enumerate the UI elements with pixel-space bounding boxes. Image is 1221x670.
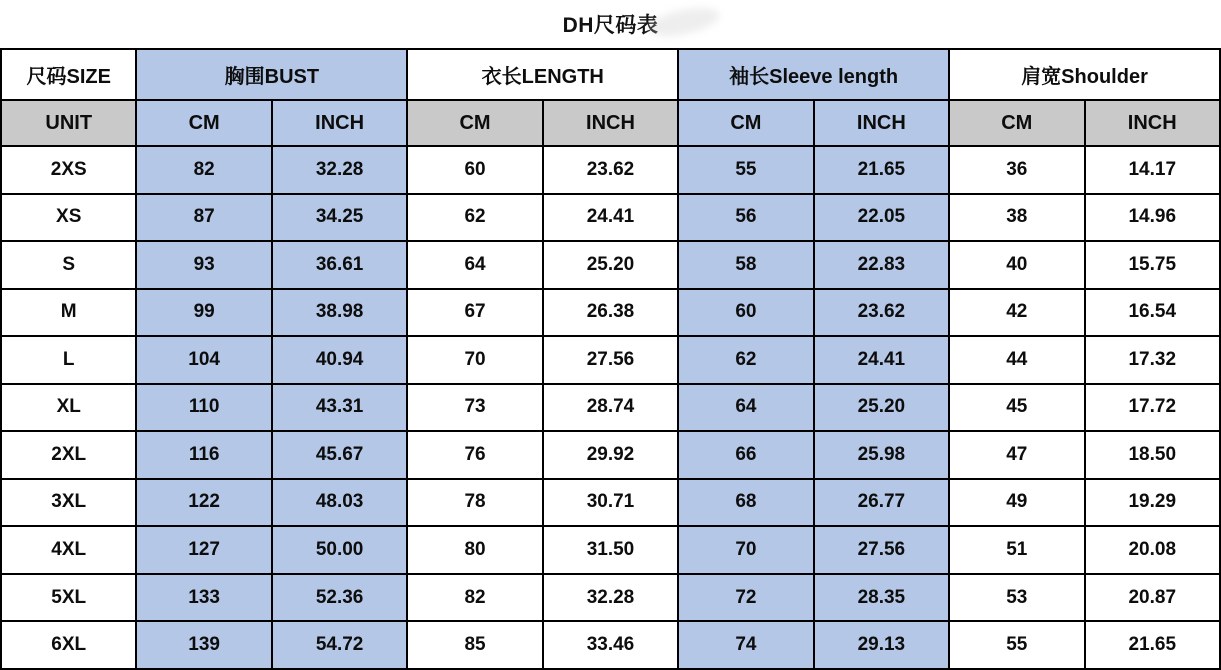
group-header-sleeve: 袖长Sleeve length	[678, 49, 949, 100]
value-cell: 74	[678, 621, 813, 669]
value-cell: 51	[949, 526, 1084, 574]
value-cell: 22.05	[814, 194, 949, 242]
value-cell: 53	[949, 574, 1084, 622]
value-cell: 85	[407, 621, 542, 669]
size-cell: S	[1, 241, 136, 289]
value-cell: 21.65	[1085, 621, 1221, 669]
group-header-row	[1, 49, 1220, 100]
value-cell: 25.98	[814, 431, 949, 479]
table-row	[1, 241, 1220, 289]
value-cell: 87	[136, 194, 271, 242]
value-cell: 14.96	[1085, 194, 1221, 242]
value-cell: 27.56	[543, 336, 678, 384]
size-cell: 5XL	[1, 574, 136, 622]
value-cell: 104	[136, 336, 271, 384]
group-header-shoulder: 肩宽Shoulder	[949, 49, 1220, 100]
unit-label-cell: UNIT	[1, 100, 136, 146]
value-cell: 54.72	[272, 621, 407, 669]
table-row	[1, 431, 1220, 479]
size-cell: M	[1, 289, 136, 337]
table-body	[1, 146, 1220, 669]
table-row	[1, 146, 1220, 194]
table-row	[1, 289, 1220, 337]
value-cell: 122	[136, 479, 271, 527]
group-header-bust: 胸围BUST	[136, 49, 407, 100]
value-cell: 47	[949, 431, 1084, 479]
size-cell: 4XL	[1, 526, 136, 574]
value-cell: 93	[136, 241, 271, 289]
value-cell: 26.38	[543, 289, 678, 337]
value-cell: 30.71	[543, 479, 678, 527]
size-cell: XS	[1, 194, 136, 242]
value-cell: 16.54	[1085, 289, 1221, 337]
value-cell: 139	[136, 621, 271, 669]
value-cell: 82	[136, 146, 271, 194]
value-cell: 55	[678, 146, 813, 194]
value-cell: 38.98	[272, 289, 407, 337]
value-cell: 22.83	[814, 241, 949, 289]
value-cell: 25.20	[814, 384, 949, 432]
value-cell: 42	[949, 289, 1084, 337]
value-cell: 52.36	[272, 574, 407, 622]
value-cell: 64	[678, 384, 813, 432]
value-cell: 23.62	[543, 146, 678, 194]
value-cell: 62	[407, 194, 542, 242]
value-cell: 15.75	[1085, 241, 1221, 289]
table-row	[1, 336, 1220, 384]
bust-inch-header: INCH	[272, 100, 407, 146]
value-cell: 76	[407, 431, 542, 479]
size-cell: 6XL	[1, 621, 136, 669]
shoulder-cm-header: CM	[949, 100, 1084, 146]
table-row	[1, 384, 1220, 432]
length-inch-header: INCH	[543, 100, 678, 146]
size-cell: 2XL	[1, 431, 136, 479]
value-cell: 50.00	[272, 526, 407, 574]
sleeve-cm-header: CM	[678, 100, 813, 146]
value-cell: 24.41	[543, 194, 678, 242]
page-title: DH尺码表	[562, 14, 659, 37]
size-cell: 2XS	[1, 146, 136, 194]
value-cell: 36.61	[272, 241, 407, 289]
value-cell: 17.72	[1085, 384, 1221, 432]
table-row	[1, 526, 1220, 574]
value-cell: 45	[949, 384, 1084, 432]
value-cell: 29.13	[814, 621, 949, 669]
value-cell: 66	[678, 431, 813, 479]
value-cell: 58	[678, 241, 813, 289]
value-cell: 25.20	[543, 241, 678, 289]
value-cell: 36	[949, 146, 1084, 194]
value-cell: 33.46	[543, 621, 678, 669]
value-cell: 48.03	[272, 479, 407, 527]
bust-cm-header: CM	[136, 100, 271, 146]
value-cell: 26.77	[814, 479, 949, 527]
value-cell: 99	[136, 289, 271, 337]
value-cell: 23.62	[814, 289, 949, 337]
length-cm-header: CM	[407, 100, 542, 146]
value-cell: 60	[407, 146, 542, 194]
size-chart-table	[0, 48, 1221, 670]
value-cell: 70	[678, 526, 813, 574]
value-cell: 19.29	[1085, 479, 1221, 527]
size-cell: L	[1, 336, 136, 384]
value-cell: 38	[949, 194, 1084, 242]
table-row	[1, 194, 1220, 242]
value-cell: 72	[678, 574, 813, 622]
value-cell: 21.65	[814, 146, 949, 194]
value-cell: 43.31	[272, 384, 407, 432]
value-cell: 18.50	[1085, 431, 1221, 479]
value-cell: 80	[407, 526, 542, 574]
value-cell: 116	[136, 431, 271, 479]
table-row	[1, 621, 1220, 669]
unit-header-row	[1, 100, 1220, 146]
value-cell: 82	[407, 574, 542, 622]
value-cell: 110	[136, 384, 271, 432]
shoulder-inch-header: INCH	[1085, 100, 1221, 146]
value-cell: 32.28	[543, 574, 678, 622]
value-cell: 14.17	[1085, 146, 1221, 194]
value-cell: 32.28	[272, 146, 407, 194]
value-cell: 127	[136, 526, 271, 574]
value-cell: 28.35	[814, 574, 949, 622]
value-cell: 67	[407, 289, 542, 337]
value-cell: 78	[407, 479, 542, 527]
value-cell: 64	[407, 241, 542, 289]
value-cell: 34.25	[272, 194, 407, 242]
value-cell: 62	[678, 336, 813, 384]
value-cell: 60	[678, 289, 813, 337]
group-header-length: 衣长LENGTH	[407, 49, 678, 100]
value-cell: 73	[407, 384, 542, 432]
value-cell: 133	[136, 574, 271, 622]
value-cell: 29.92	[543, 431, 678, 479]
value-cell: 24.41	[814, 336, 949, 384]
value-cell: 40.94	[272, 336, 407, 384]
sleeve-inch-header: INCH	[814, 100, 949, 146]
table-row	[1, 479, 1220, 527]
value-cell: 56	[678, 194, 813, 242]
value-cell: 55	[949, 621, 1084, 669]
value-cell: 27.56	[814, 526, 949, 574]
value-cell: 20.87	[1085, 574, 1221, 622]
value-cell: 31.50	[543, 526, 678, 574]
value-cell: 44	[949, 336, 1084, 384]
value-cell: 49	[949, 479, 1084, 527]
value-cell: 45.67	[272, 431, 407, 479]
value-cell: 17.32	[1085, 336, 1221, 384]
value-cell: 68	[678, 479, 813, 527]
value-cell: 70	[407, 336, 542, 384]
table-row	[1, 574, 1220, 622]
size-cell: 3XL	[1, 479, 136, 527]
value-cell: 40	[949, 241, 1084, 289]
value-cell: 20.08	[1085, 526, 1221, 574]
size-cell: XL	[1, 384, 136, 432]
size-header-cell: 尺码SIZE	[1, 49, 136, 100]
value-cell: 28.74	[543, 384, 678, 432]
